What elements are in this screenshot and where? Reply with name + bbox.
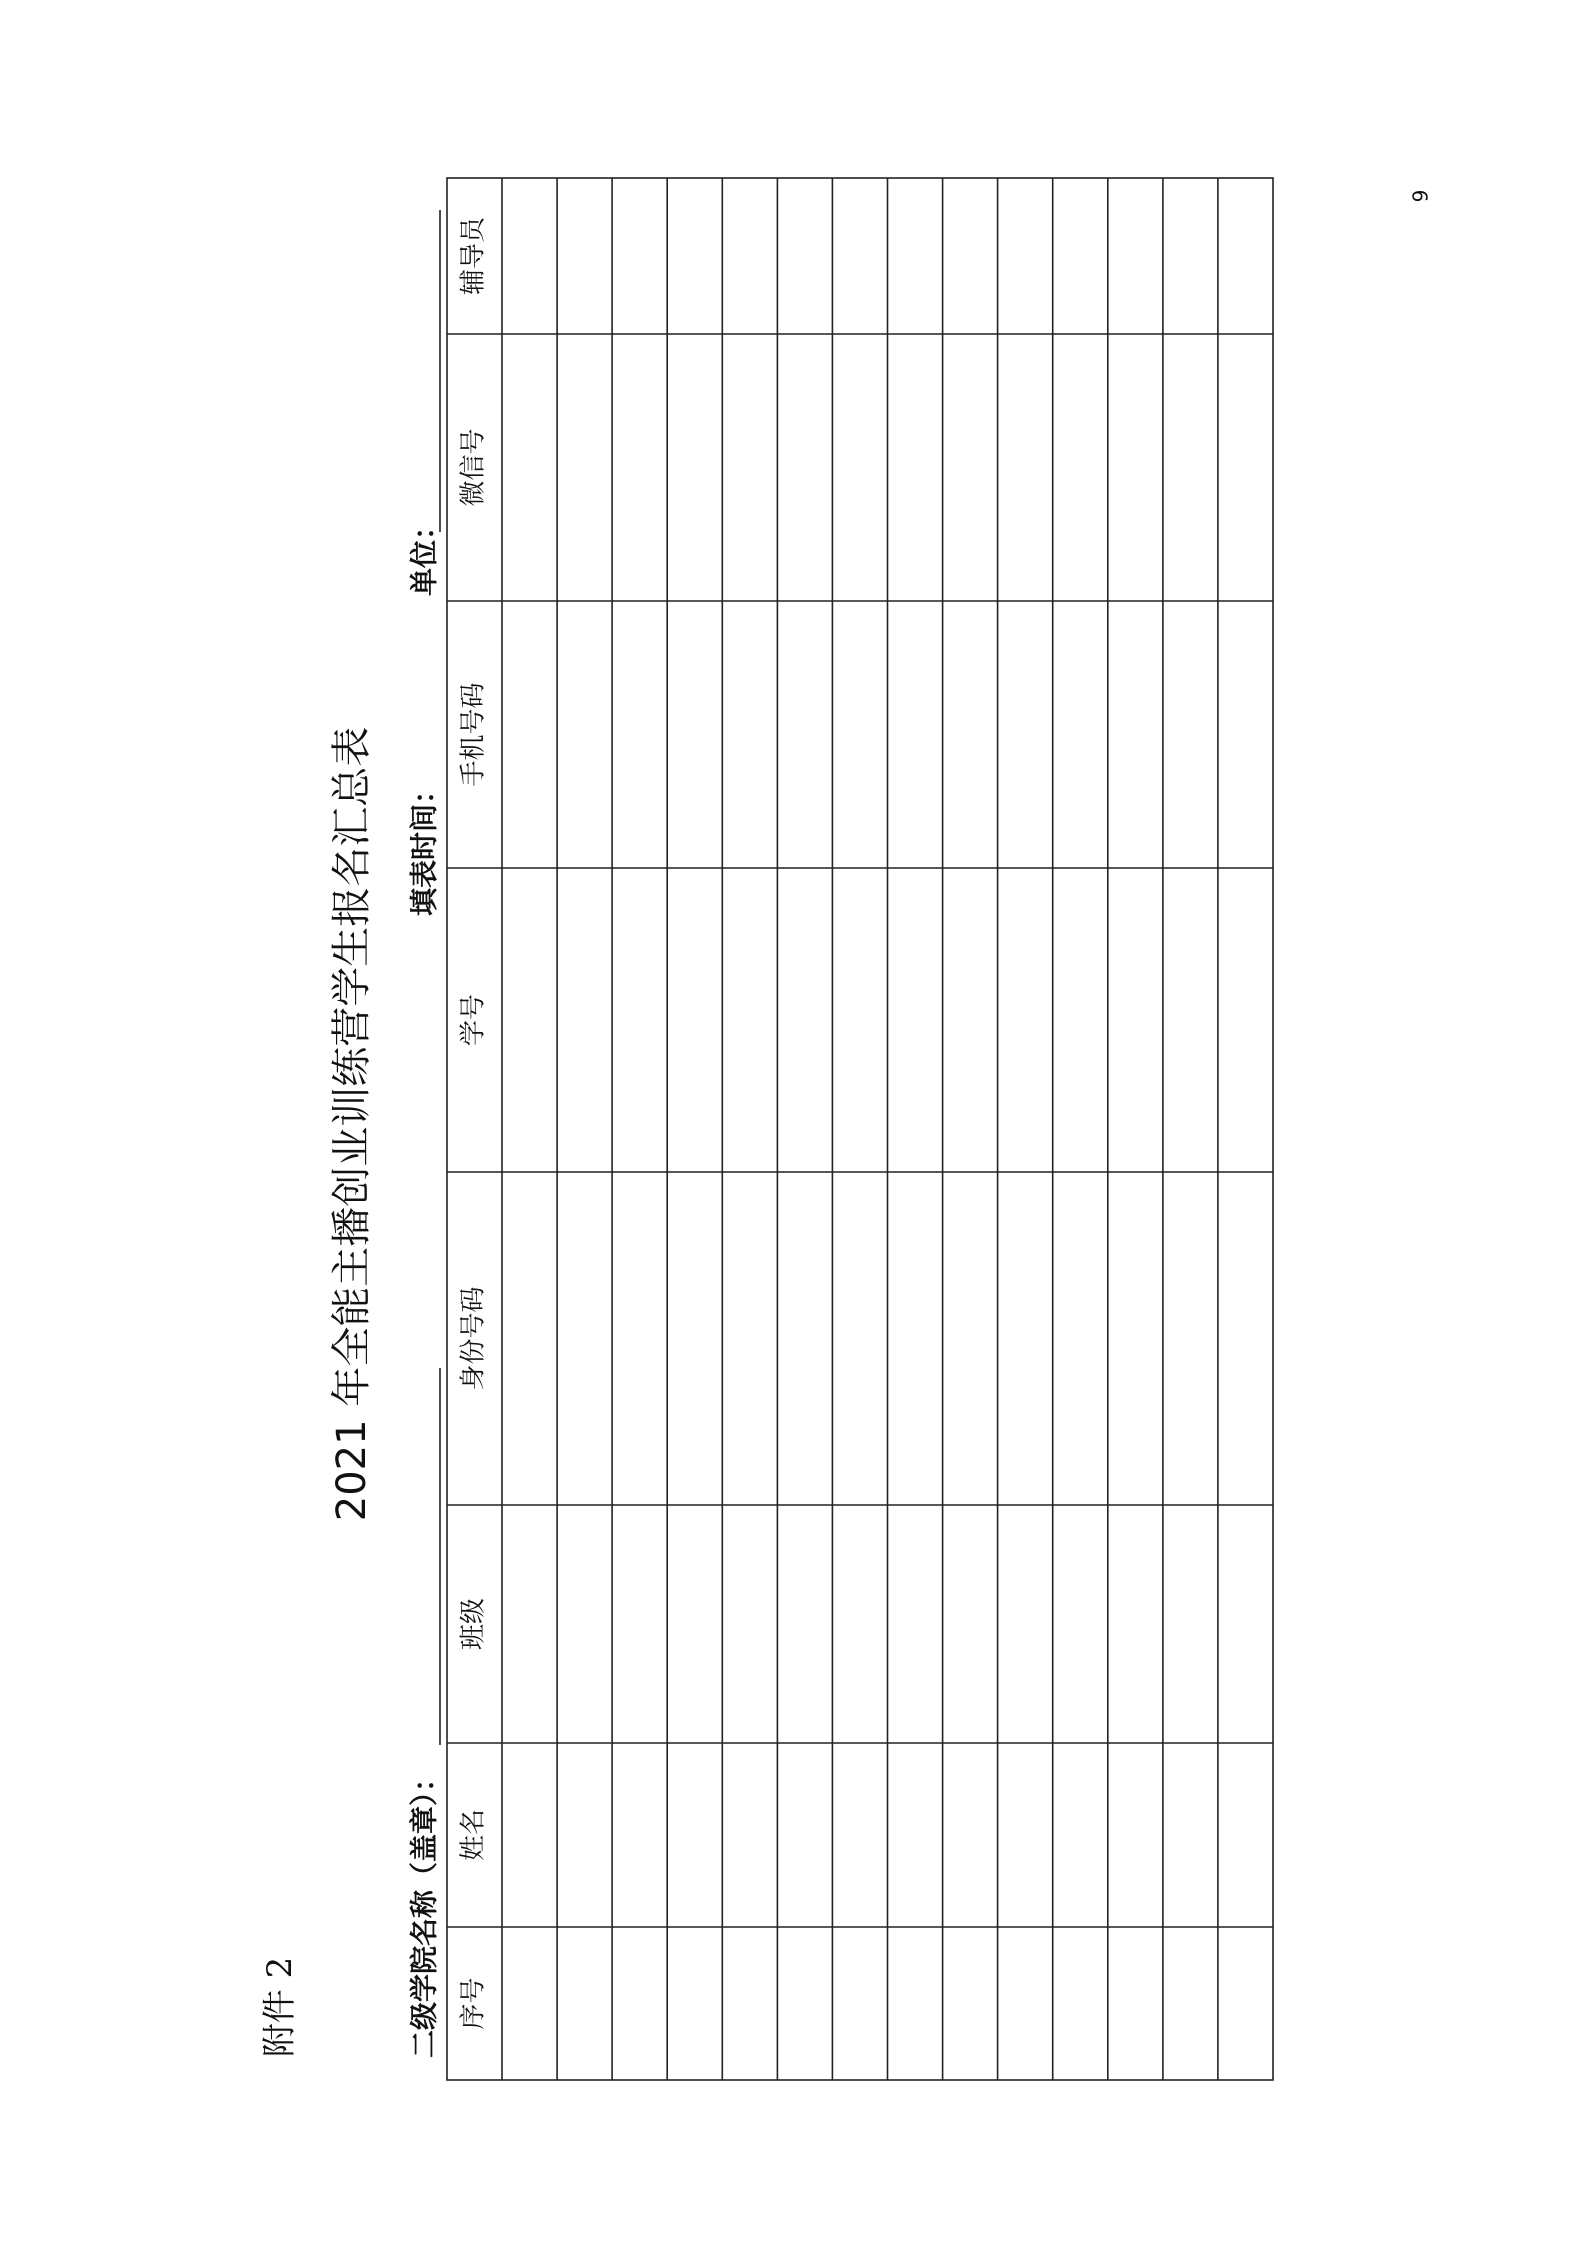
column-header: 学号 [458, 993, 489, 1047]
registration-table [447, 178, 1273, 2080]
college-name-label: 二级学院名称（盖章）： [407, 1763, 441, 2058]
column-header: 班级 [458, 1597, 489, 1651]
unit-field [408, 210, 441, 596]
column-header: 辅导员 [458, 216, 489, 296]
column-header: 姓名 [458, 1808, 489, 1862]
attachment-label: 附件 2 [260, 1956, 300, 2058]
unit-label: 单位： [407, 511, 441, 596]
table-border [447, 178, 1273, 2080]
column-header: 手机号码 [458, 682, 489, 787]
fill-time-field [408, 776, 441, 916]
fill-time-label: 填表时间： [407, 775, 441, 916]
column-header: 身份号码 [458, 1286, 489, 1391]
college-name-field [408, 1368, 441, 2058]
page-number: 6 [1407, 189, 1432, 203]
table-header-row [459, 215, 489, 2030]
page-title: 2021 年全能主播创业训练营学生报名汇总表 [329, 726, 375, 1522]
table-row-lines [502, 178, 1218, 2080]
column-header: 微信号 [458, 428, 489, 507]
table-column-lines [447, 334, 1273, 1927]
column-header: 序号 [458, 1977, 489, 2030]
